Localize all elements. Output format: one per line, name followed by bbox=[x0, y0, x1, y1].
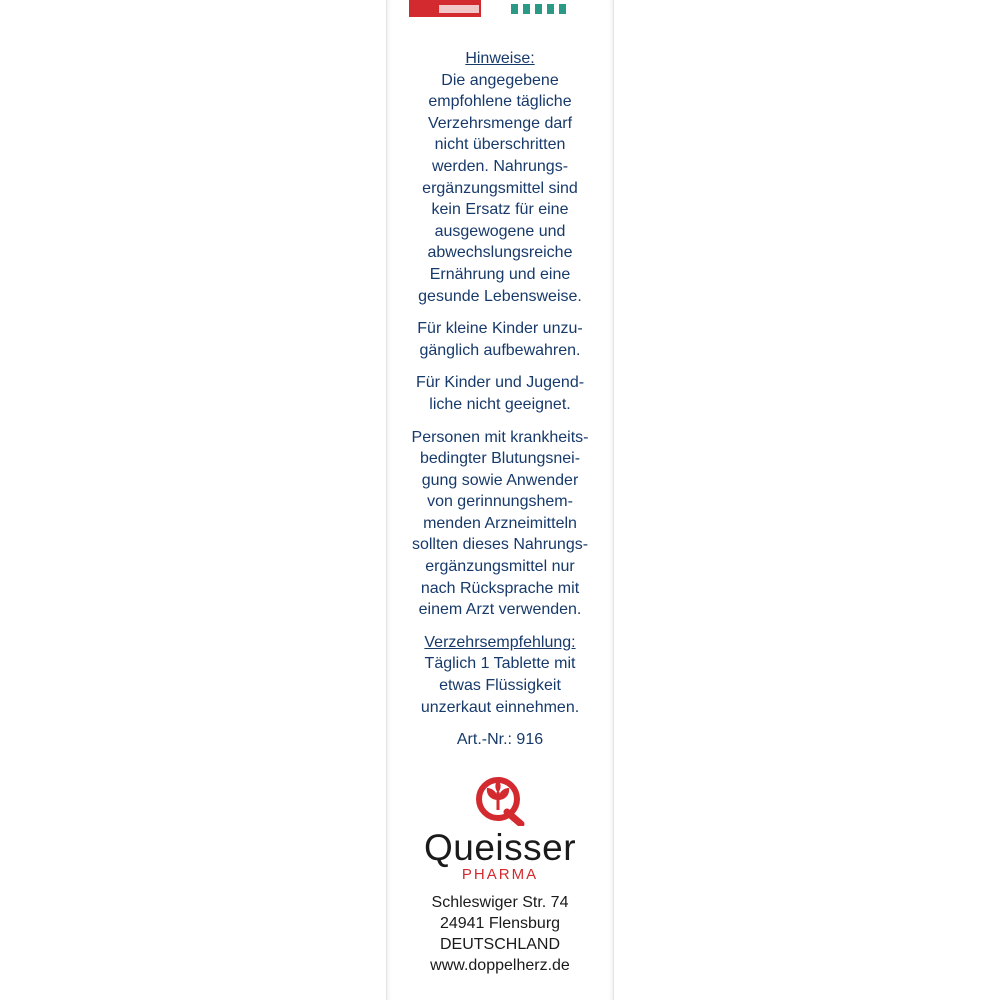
text-line: gung sowie Anwender bbox=[421, 471, 579, 489]
text-line: liche nicht geeignet. bbox=[429, 395, 571, 413]
blutung-note bbox=[387, 427, 613, 621]
text-line: Ernährung und eine bbox=[429, 265, 571, 283]
address-block bbox=[387, 892, 613, 976]
address-street: Schleswiger Str. 74 bbox=[431, 894, 569, 911]
text-line: einem Arzt verwenden. bbox=[418, 601, 582, 619]
verzehr-section bbox=[387, 632, 613, 718]
address-country: DEUTSCHLAND bbox=[439, 936, 560, 953]
jugend-note bbox=[387, 372, 613, 415]
text-line: Für Kinder und Jugend- bbox=[415, 374, 585, 392]
text-line: Die angegebene bbox=[441, 71, 559, 89]
text-line: Für kleine Kinder unzu- bbox=[417, 320, 583, 338]
text-line: sollten dieses Nahrungs- bbox=[411, 536, 589, 554]
text-line: Verzehrsmenge darf bbox=[427, 114, 573, 132]
text-line: Täglich 1 Tablette mit bbox=[424, 655, 576, 673]
verzehr-heading: Verzehrsempfehlung: bbox=[424, 633, 576, 651]
text-line: bedingter Blutungsnei- bbox=[419, 450, 581, 468]
package-side-panel bbox=[386, 0, 614, 1000]
text-line: kein Ersatz für eine bbox=[431, 201, 569, 219]
text-line: menden Arzneimitteln bbox=[423, 514, 577, 532]
text-line: gänglich aufbewahren. bbox=[419, 341, 581, 359]
teal-print-marks bbox=[511, 4, 569, 14]
text-line: etwas Flüssigkeit bbox=[439, 677, 561, 695]
text-line: von gerinnungshem- bbox=[427, 493, 573, 511]
top-print-strip bbox=[387, 0, 613, 22]
text-line: abwechslungsreiche bbox=[427, 244, 573, 262]
text-line: gesunde Lebensweise. bbox=[418, 287, 582, 305]
kinder-note bbox=[387, 318, 613, 361]
brand-subtitle: PHARMA bbox=[461, 866, 539, 883]
text-line: ergänzungsmittel sind bbox=[422, 179, 578, 197]
text-line: empfohlene tägliche bbox=[428, 93, 572, 111]
hinweise-heading: Hinweise: bbox=[465, 50, 535, 67]
brand-name: Queisser bbox=[423, 827, 577, 868]
package-text bbox=[387, 48, 613, 751]
text-line: Personen mit krankheits- bbox=[411, 428, 589, 446]
text-line: unzerkaut einnehmen. bbox=[420, 698, 580, 716]
queisser-leaf-logo-icon bbox=[471, 776, 529, 826]
text-line: werden. Nahrungs- bbox=[431, 157, 569, 175]
text-line: nach Rücksprache mit bbox=[420, 579, 580, 597]
article-number: Art.-Nr.: 916 bbox=[456, 731, 544, 749]
text-line: ausgewogene und bbox=[434, 222, 566, 240]
text-line: ergänzungsmittel nur bbox=[425, 558, 575, 576]
address-city: 24941 Flensburg bbox=[439, 915, 561, 932]
brand-logo bbox=[387, 776, 613, 883]
hinweise-section bbox=[387, 48, 613, 307]
text-line: nicht überschritten bbox=[434, 136, 566, 154]
website-link: www.doppelherz.de bbox=[430, 957, 570, 974]
red-print-bar bbox=[409, 0, 481, 17]
